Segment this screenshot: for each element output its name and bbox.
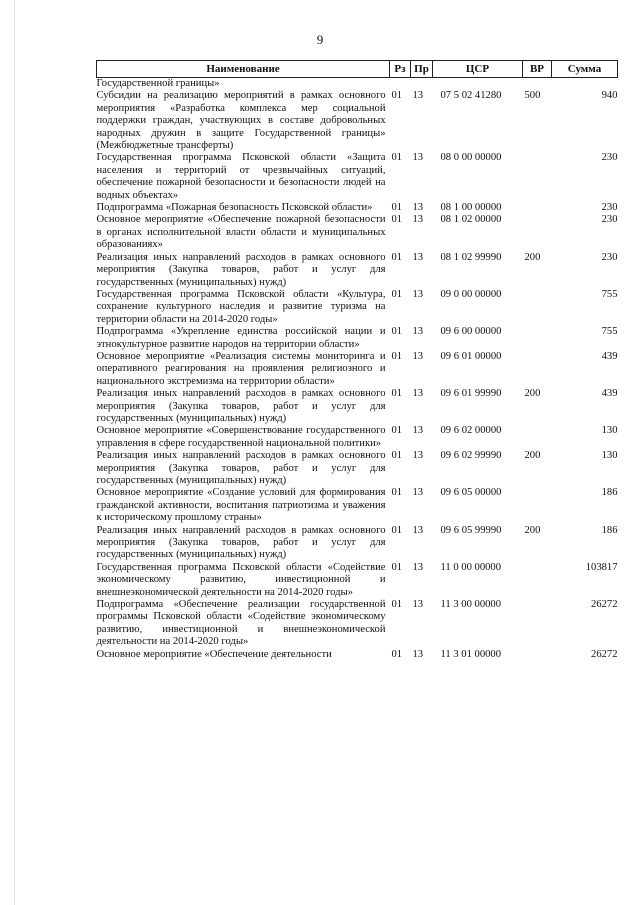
table-row xyxy=(97,425,618,450)
cell-pr: 13 xyxy=(412,214,424,226)
table-row xyxy=(97,90,618,152)
cell-sum: 230 xyxy=(601,152,618,164)
cell-name: Государственная программа Псковской области «Культура, сохранение культурного наследия и развитие туризма на территории области на 2014-2020 годы» xyxy=(96,288,386,325)
cell-csr: 09 0 00 00000 xyxy=(440,288,502,300)
cell-pr: 13 xyxy=(412,388,424,400)
cell-name: Основное мероприятие «Создание условий для формирования гражданской активности, воспитания патриотизма и уважения к историческому прошлому страны» xyxy=(96,487,386,524)
cell-rz: 01 xyxy=(391,388,403,400)
cell-sum xyxy=(552,78,618,91)
cell-rz: 01 xyxy=(391,487,403,499)
cell-csr: 11 3 00 00000 xyxy=(440,599,502,611)
cell-rz: 01 xyxy=(391,599,403,611)
cell-name: Государственной границы» xyxy=(96,78,220,89)
table-row xyxy=(97,326,618,351)
table-row xyxy=(97,649,618,661)
budget-table-container xyxy=(96,60,617,661)
cell-rz: 01 xyxy=(391,524,403,536)
cell-rz xyxy=(390,78,411,91)
cell-pr: 13 xyxy=(412,152,424,164)
cell-csr xyxy=(433,78,523,91)
cell-vr: 200 xyxy=(524,450,541,462)
table-row xyxy=(97,214,618,251)
cell-name: Государственная программа Псковской области «Защита населения и территорий от чрезвычайных ситуаций, обеспечение пожарной безопасности и безопасности людей на водных объектах» xyxy=(96,152,386,201)
cell-pr: 13 xyxy=(412,561,424,573)
table-row xyxy=(97,152,618,202)
table-row xyxy=(97,202,618,214)
cell-sum: 230 xyxy=(601,214,618,226)
cell-sum: 755 xyxy=(601,288,618,300)
cell-vr xyxy=(523,326,552,351)
cell-pr: 13 xyxy=(412,425,424,437)
cell-rz: 01 xyxy=(391,152,403,164)
cell-pr: 13 xyxy=(412,202,424,214)
cell-vr xyxy=(523,487,552,524)
cell-sum: 940 xyxy=(601,90,618,102)
header-name: Наименование xyxy=(97,61,390,78)
cell-rz: 01 xyxy=(391,90,403,102)
cell-name: Реализация иных направлений расходов в рамках основного мероприятия (Закупка товаров, работ и услуг для государственных (муниципальных) нужд) xyxy=(96,388,386,424)
cell-name: Государственная программа Псковской области «Содействие экономическому развитию, инвестиционной и внешнеэкономической деятельности на 2014-2020 годы» xyxy=(96,561,386,598)
table-row xyxy=(97,289,618,326)
table-row xyxy=(97,525,618,562)
cell-rz: 01 xyxy=(391,202,403,214)
cell-sum: 186 xyxy=(601,487,618,499)
cell-pr: 13 xyxy=(412,251,424,263)
cell-vr: 200 xyxy=(524,524,541,536)
cell-pr xyxy=(411,78,433,91)
cell-csr: 09 6 00 00000 xyxy=(440,326,502,338)
table-row xyxy=(97,252,618,289)
header-rz: Рз xyxy=(390,61,411,78)
header-pr: Пр xyxy=(411,61,433,78)
cell-csr: 08 1 02 99990 xyxy=(440,251,502,263)
header-vr: ВР xyxy=(523,61,552,78)
cell-rz: 01 xyxy=(391,648,403,660)
cell-csr: 09 6 02 00000 xyxy=(440,425,502,437)
cell-rz: 01 xyxy=(391,326,403,338)
cell-vr: 200 xyxy=(524,251,541,263)
cell-csr: 08 1 02 00000 xyxy=(440,214,502,226)
cell-pr: 13 xyxy=(412,450,424,462)
cell-pr: 13 xyxy=(412,487,424,499)
cell-vr xyxy=(523,78,552,91)
cell-name: Основное мероприятие «Обеспечение деятельности xyxy=(96,648,332,660)
cell-rz: 01 xyxy=(391,425,403,437)
page-number: 9 xyxy=(316,32,324,47)
table-row xyxy=(97,562,618,599)
cell-pr: 13 xyxy=(412,350,424,362)
cell-sum: 439 xyxy=(601,350,618,362)
cell-name: Основное мероприятие «Совершенствование государственного управления в сфере государственной национальной политики» xyxy=(96,425,386,449)
cell-vr xyxy=(523,599,552,649)
cell-vr xyxy=(523,214,552,251)
cell-csr: 08 0 00 00000 xyxy=(440,152,502,164)
table-row xyxy=(97,388,618,425)
table-header xyxy=(97,61,618,78)
cell-csr: 07 5 02 41280 xyxy=(440,90,502,102)
cell-sum: 439 xyxy=(601,388,618,400)
table-row xyxy=(97,351,618,388)
cell-vr xyxy=(523,562,552,599)
cell-sum: 130 xyxy=(601,425,618,437)
cell-sum: 26272 xyxy=(591,599,618,611)
cell-sum: 103817 xyxy=(585,561,618,573)
cell-csr: 08 1 00 00000 xyxy=(440,202,502,214)
cell-csr: 09 6 05 99990 xyxy=(440,524,502,536)
cell-sum: 230 xyxy=(601,251,618,263)
cell-rz: 01 xyxy=(391,450,403,462)
cell-rz: 01 xyxy=(391,288,403,300)
cell-name: Реализация иных направлений расходов в рамках основного мероприятия (Закупка товаров, работ и услуг для государственных (муниципальных) нужд) xyxy=(96,450,386,486)
cell-csr: 09 6 05 00000 xyxy=(440,487,502,499)
cell-vr xyxy=(523,351,552,388)
cell-pr: 13 xyxy=(412,326,424,338)
cell-rz: 01 xyxy=(391,214,403,226)
cell-sum: 186 xyxy=(601,524,618,536)
cell-csr: 09 6 02 99990 xyxy=(440,450,502,462)
cell-name: Субсидии на реализацию мероприятий в рамках основного мероприятия «Разработка комплекса мер социальной поддержки граждан, участвующих в составе добровольных народных дружин в защите Государственной границы» (Межбюджетные трансферты) xyxy=(96,90,386,152)
budget-table xyxy=(96,60,618,661)
cell-vr: 200 xyxy=(524,388,541,400)
cell-vr xyxy=(523,202,552,214)
cell-sum: 755 xyxy=(601,326,618,338)
scan-edge-line xyxy=(14,0,15,905)
cell-sum: 230 xyxy=(601,202,618,214)
cell-csr: 09 6 01 00000 xyxy=(440,350,502,362)
cell-vr: 500 xyxy=(524,90,541,102)
cell-pr: 13 xyxy=(412,524,424,536)
cell-pr: 13 xyxy=(412,599,424,611)
cell-pr: 13 xyxy=(412,648,424,660)
cell-rz: 01 xyxy=(391,251,403,263)
table-row xyxy=(97,599,618,649)
cell-sum: 26272 xyxy=(591,648,618,660)
cell-csr: 09 6 01 99990 xyxy=(440,388,502,400)
cell-name: Основное мероприятие «Обеспечение пожарной безопасности в органах исполнительной власти области и муниципальных образованиях» xyxy=(96,214,386,251)
table-row xyxy=(97,78,618,91)
cell-csr: 11 0 00 00000 xyxy=(440,561,502,573)
cell-pr: 13 xyxy=(412,288,424,300)
header-csr: ЦСР xyxy=(433,61,523,78)
cell-rz: 01 xyxy=(391,350,403,362)
cell-csr: 11 3 01 00000 xyxy=(440,648,502,660)
cell-vr xyxy=(523,152,552,202)
table-row xyxy=(97,487,618,524)
cell-name: Подпрограмма «Пожарная безопасность Псковской области» xyxy=(96,202,373,214)
cell-vr xyxy=(523,425,552,450)
cell-name: Подпрограмма «Обеспечение реализации государственной программы Псковской области «Содействие экономическому развитию, инвестиционной и внешнеэкономической деятельности на 2014-2020 годы» xyxy=(96,599,386,648)
cell-rz: 01 xyxy=(391,561,403,573)
cell-name: Подпрограмма «Укрепление единства российской нации и этнокультурное развитие народов на территории области» xyxy=(96,326,386,350)
cell-sum: 130 xyxy=(601,450,618,462)
cell-vr xyxy=(523,649,552,661)
header-sum: Сумма xyxy=(552,61,618,78)
cell-name: Основное мероприятие «Реализация системы мониторинга и оперативного реагирования на проявления религиозного и национального экстремизма на территории области» xyxy=(96,350,386,387)
table-row xyxy=(97,450,618,487)
cell-vr xyxy=(523,289,552,326)
table-body xyxy=(97,78,618,662)
cell-name: Реализация иных направлений расходов в рамках основного мероприятия (Закупка товаров, работ и услуг для государственных (муниципальных) нужд) xyxy=(96,524,386,561)
cell-pr: 13 xyxy=(412,90,424,102)
cell-name: Реализация иных направлений расходов в рамках основного мероприятия (Закупка товаров, работ и услуг для государственных (муниципальных) нужд) xyxy=(96,251,386,288)
